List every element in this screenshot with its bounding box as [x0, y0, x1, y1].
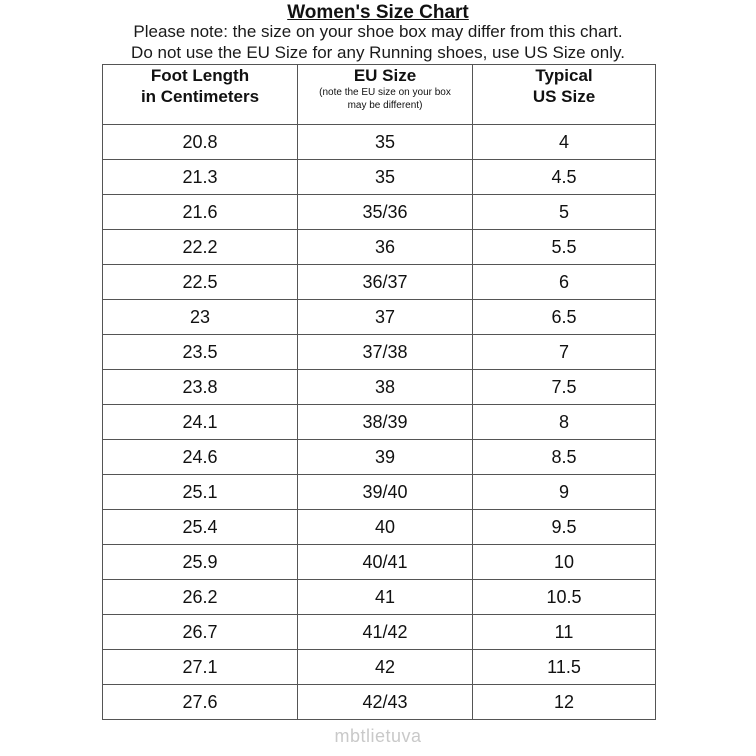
table-row [103, 195, 656, 230]
header-foot-length-line: in Centimeters [140, 87, 260, 106]
cell-us-size: 7 [473, 335, 656, 370]
page-title: Women's Size Chart [287, 2, 469, 23]
cell-foot-length: 22.5 [103, 265, 298, 300]
cell-eu-size: 35 [298, 125, 473, 160]
cell-eu-size: 41/42 [298, 615, 473, 650]
cell-eu-size: 41 [298, 580, 473, 615]
table-row [103, 545, 656, 580]
header-foot-length-line: Foot Length [150, 66, 250, 85]
cell-foot-length: 25.9 [103, 545, 298, 580]
note-running-shoes: Do not use the EU Size for any Running shoes, use US Size only. [131, 43, 625, 62]
table-row [103, 685, 656, 720]
header-us-size [473, 65, 656, 125]
header-eu-size [298, 65, 473, 125]
table-row [103, 370, 656, 405]
cell-eu-size: 35 [298, 160, 473, 195]
cell-eu-size: 38 [298, 370, 473, 405]
table-row [103, 300, 656, 335]
header-us-size-line: Typical [535, 66, 593, 85]
table-row [103, 580, 656, 615]
cell-us-size: 9.5 [473, 510, 656, 545]
cell-foot-length: 26.2 [103, 580, 298, 615]
table-row [103, 335, 656, 370]
cell-eu-size: 35/36 [298, 195, 473, 230]
cell-us-size: 5 [473, 195, 656, 230]
cell-us-size: 6 [473, 265, 656, 300]
cell-foot-length: 22.2 [103, 230, 298, 265]
table-row [103, 160, 656, 195]
note-box-size: Please note: the size on your shoe box may differ from this chart. [133, 22, 623, 41]
cell-us-size: 11.5 [473, 650, 656, 685]
cell-us-size: 4 [473, 125, 656, 160]
cell-us-size: 7.5 [473, 370, 656, 405]
cell-foot-length: 23.5 [103, 335, 298, 370]
cell-eu-size: 40/41 [298, 545, 473, 580]
cell-foot-length: 26.7 [103, 615, 298, 650]
cell-eu-size: 36/37 [298, 265, 473, 300]
cell-us-size: 8.5 [473, 440, 656, 475]
cell-eu-size: 38/39 [298, 405, 473, 440]
table-row [103, 265, 656, 300]
header-eu-size-note: may be different) [347, 100, 423, 111]
cell-foot-length: 20.8 [103, 125, 298, 160]
header-foot-length [103, 65, 298, 125]
cell-eu-size: 42 [298, 650, 473, 685]
cell-foot-length: 25.4 [103, 510, 298, 545]
cell-foot-length: 27.6 [103, 685, 298, 720]
cell-eu-size: 37 [298, 300, 473, 335]
cell-us-size: 5.5 [473, 230, 656, 265]
header-eu-size-note: (note the EU size on your box [319, 87, 451, 98]
table-row [103, 230, 656, 265]
cell-us-size: 6.5 [473, 300, 656, 335]
cell-us-size: 12 [473, 685, 656, 720]
table-row [103, 650, 656, 685]
cell-us-size: 8 [473, 405, 656, 440]
watermark-logo: mbtlietuva [334, 726, 422, 746]
cell-foot-length: 25.1 [103, 475, 298, 510]
cell-foot-length: 24.1 [103, 405, 298, 440]
table-row [103, 615, 656, 650]
cell-us-size: 11 [473, 615, 656, 650]
cell-foot-length: 23.8 [103, 370, 298, 405]
cell-eu-size: 37/38 [298, 335, 473, 370]
header-eu-size-line: EU Size [353, 66, 417, 85]
header-us-size-line: US Size [532, 87, 596, 106]
table-row [103, 125, 656, 160]
cell-us-size: 10.5 [473, 580, 656, 615]
cell-us-size: 10 [473, 545, 656, 580]
cell-foot-length: 23 [103, 300, 298, 335]
table-header-row [103, 65, 656, 125]
cell-eu-size: 39/40 [298, 475, 473, 510]
table-row [103, 475, 656, 510]
cell-eu-size: 36 [298, 230, 473, 265]
table-body [103, 125, 656, 720]
cell-foot-length: 21.6 [103, 195, 298, 230]
cell-foot-length: 24.6 [103, 440, 298, 475]
table-row [103, 440, 656, 475]
cell-eu-size: 40 [298, 510, 473, 545]
cell-eu-size: 39 [298, 440, 473, 475]
table-row [103, 510, 656, 545]
cell-us-size: 9 [473, 475, 656, 510]
cell-foot-length: 21.3 [103, 160, 298, 195]
cell-eu-size: 42/43 [298, 685, 473, 720]
cell-us-size: 4.5 [473, 160, 656, 195]
size-table [102, 64, 656, 720]
table-row [103, 405, 656, 440]
cell-foot-length: 27.1 [103, 650, 298, 685]
